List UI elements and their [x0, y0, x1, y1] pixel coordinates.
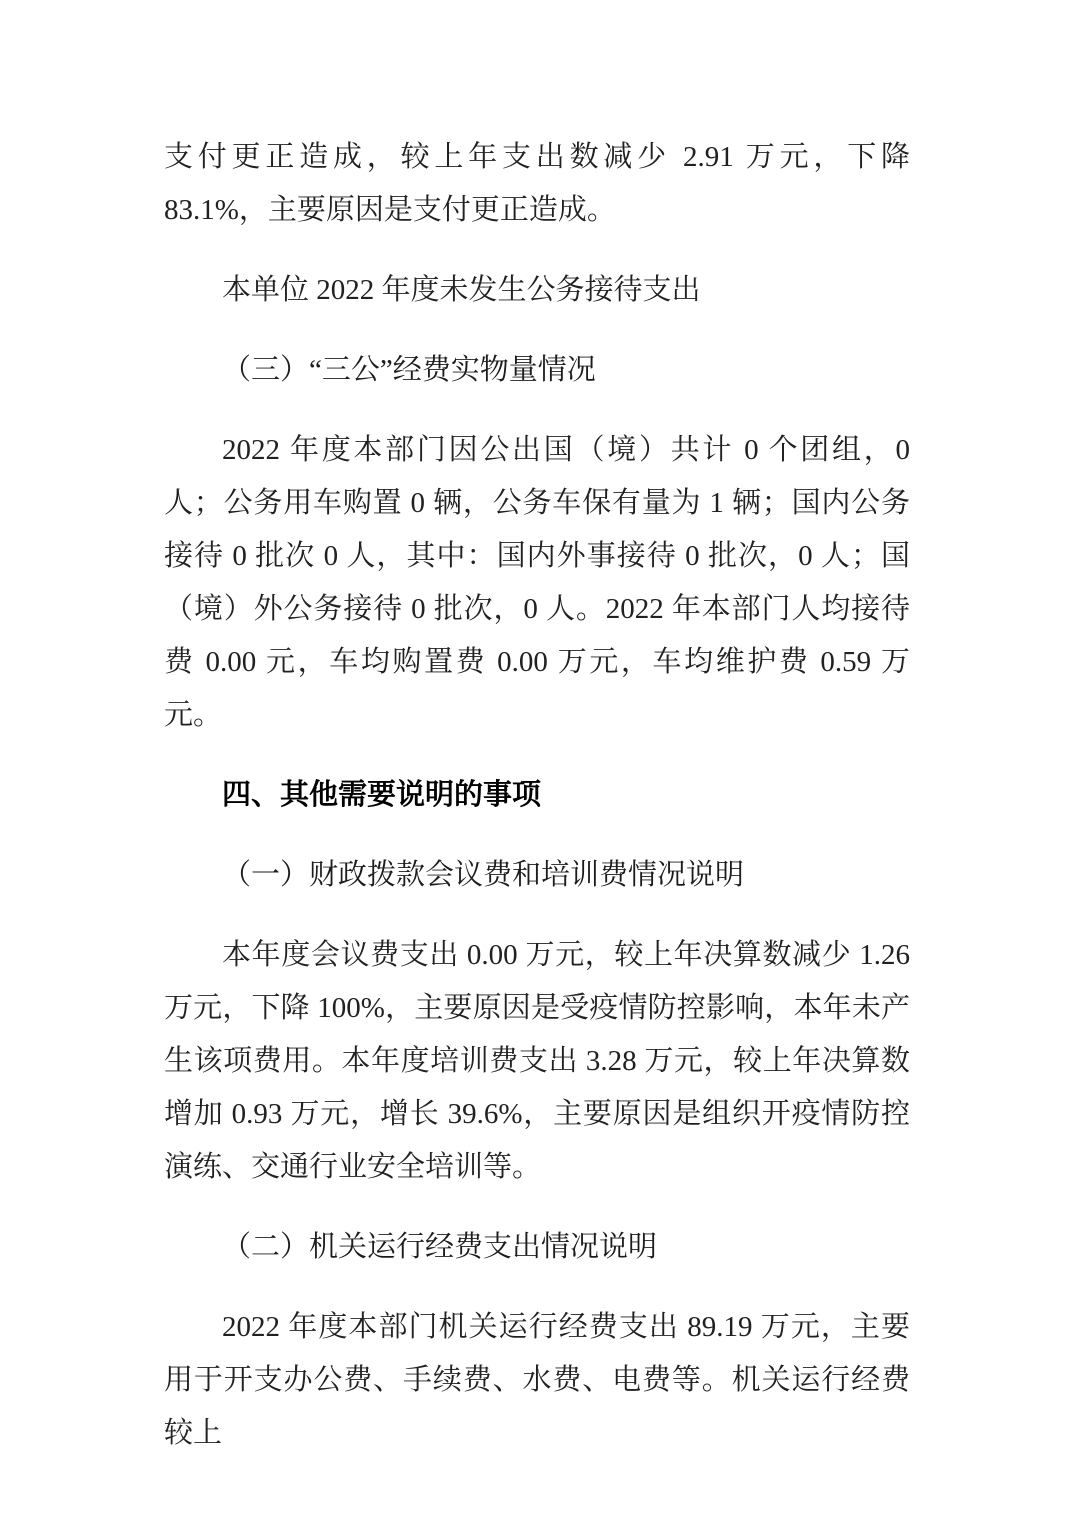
paragraph: 本年度会议费支出 0.00 万元，较上年决算数减少 1.26 万元，下降 100%，主要原因是受疫情防控影响，本年未产生该项费用。本年度培训费支出 3.28 万元，较上年决算数增加 0.93 万元，增长 39.6%，主要原因是组织开疫情防控演练、交通行业安全培训等。: [164, 939, 910, 1183]
paragraph: 本单位 2022 年度未发生公务接待支出: [222, 274, 701, 306]
section-heading: 四、其他需要说明的事项: [222, 779, 542, 811]
sub-heading: （三）“三公”经费实物量情况: [222, 354, 596, 386]
paragraph: 2022 年度本部门因公出国（境）共计 0 个团组，0 人；公务用车购置 0 辆，公务车保有量为 1 辆；国内公务接待 0 批次 0 人，其中：国内外事接待 0 批次，0 人；国（境）外公务接待 0 批次，0 人。2022 年本部门人均接待费 0.00 元，车均购置费 0.00 万元，车均维护费 0.59 万元。: [164, 434, 910, 731]
paragraph: 支付更正造成，较上年支出数减少 2.91 万元，下降 83.1%，主要原因是支付更正造成。: [164, 141, 910, 226]
paragraph: 2022 年度本部门机关运行经费支出 89.19 万元，主要用于开支办公费、手续费、水费、电费等。机关运行经费较上: [164, 1311, 910, 1449]
sub-heading: （二）机关运行经费支出情况说明: [222, 1231, 658, 1263]
sub-heading: （一）财政拨款会议费和培训费情况说明: [222, 859, 745, 891]
